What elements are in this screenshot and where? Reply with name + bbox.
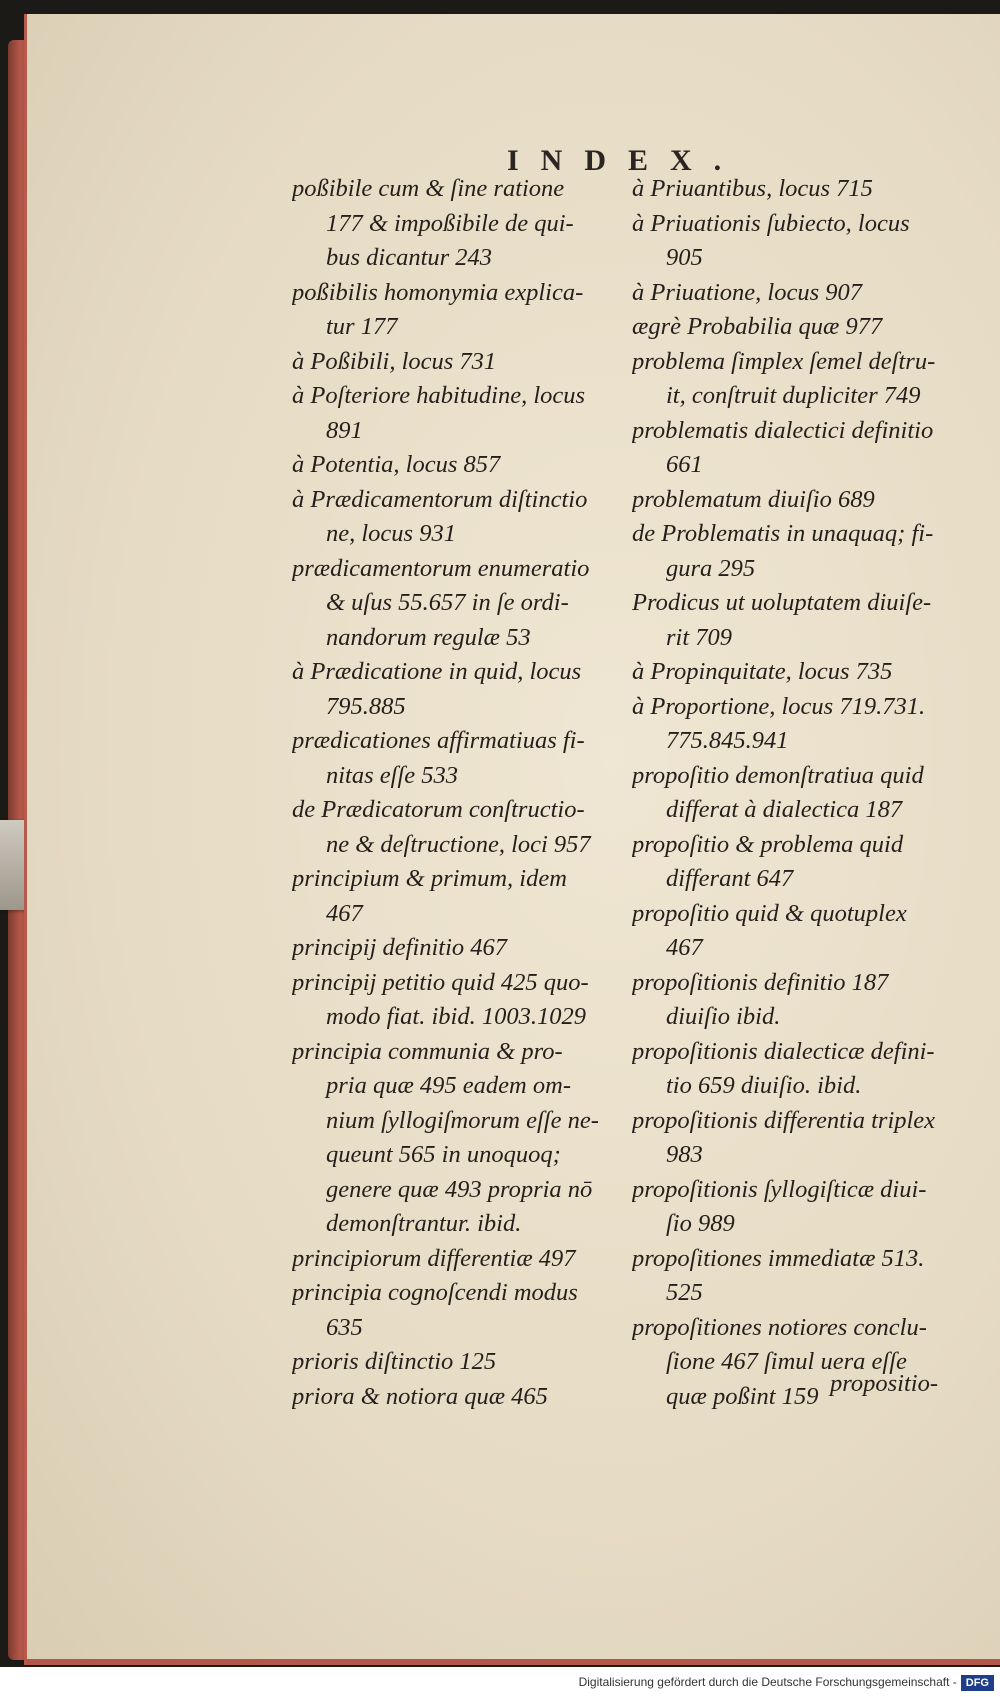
catchword: propositio-: [830, 1370, 938, 1397]
index-entry-line: 905: [666, 244, 703, 271]
index-entry-line: 661: [666, 451, 703, 478]
index-entry-line: prædicationes affirmatiuas fi-: [292, 727, 585, 754]
index-entry-line: à Poßibili, locus 731: [292, 347, 497, 375]
index-entry: [292, 552, 620, 656]
index-entry: [632, 1311, 950, 1415]
index-entry-line: genere quæ 493 propria nō: [326, 1175, 593, 1203]
index-entry: [632, 207, 950, 276]
index-column-right: [632, 172, 950, 1414]
index-entry-line: à Poſteriore habitudine, locus: [292, 382, 586, 409]
index-entry-line: ægrè Probabilia quæ 977: [632, 313, 883, 340]
index-entry-line: propoſitionis differentia triplex: [632, 1106, 936, 1134]
running-head: INDEX.: [507, 144, 744, 177]
index-entry-line: priora & notiora quæ 465: [292, 1382, 548, 1410]
index-entry: [632, 1104, 950, 1173]
index-entry: [292, 1380, 620, 1415]
index-entry-line: à Prædicatione in quid, locus: [292, 658, 582, 685]
index-entry-line: propoſitiones immediatæ 513.: [632, 1244, 925, 1272]
index-entry-line: 775.845.941: [666, 727, 789, 754]
index-column-left: [292, 172, 620, 1414]
index-entry: [632, 1035, 950, 1104]
index-entry-line: rit 709: [666, 623, 733, 651]
index-entry-line: 467: [326, 899, 363, 927]
index-entry-line: 795.885: [326, 692, 406, 720]
index-entry: [292, 276, 620, 345]
index-entry-line: poßibile cum & ſine ratione: [292, 175, 565, 202]
footer-text: Digitalisierung gefördert durch die Deutsche Forschungsgemeinschaft -: [578, 1675, 957, 1689]
index-entry-line: à Priuantibus, locus 715: [632, 175, 873, 202]
dfg-logo: DFG: [961, 1675, 994, 1691]
index-entry-line: principij petitio quid 425 quo-: [292, 968, 589, 996]
index-entry: [292, 724, 620, 793]
index-entry-line: de Problematis in unaquaq; fi-: [632, 520, 934, 547]
index-entry-line: 467: [666, 934, 703, 961]
index-entry: [292, 793, 620, 862]
index-entry: [632, 414, 950, 483]
index-entry-line: propoſitionis dialecticæ defini-: [632, 1037, 935, 1065]
index-entry-line: 891: [326, 416, 363, 444]
index-entry-line: differant 647: [666, 865, 794, 892]
index-entry: [292, 172, 620, 276]
index-entry: [632, 966, 950, 1035]
index-entry-line: tio 659 diuiſio. ibid.: [666, 1072, 862, 1099]
index-entry: [632, 586, 950, 655]
index-entry-line: differat à dialectica 187: [666, 796, 903, 823]
index-entry-line: it, conſtruit dupliciter 749: [666, 382, 921, 409]
index-entry-line: propoſitiones notiores conclu-: [632, 1313, 927, 1341]
index-entry-line: problema ſimplex ſemel deſtru-: [632, 347, 936, 375]
index-entry-line: principium & primum, idem: [292, 865, 567, 892]
index-entry-line: à Proportione, locus 719.731.: [632, 692, 926, 720]
index-entry-line: problematis dialectici definitio: [632, 416, 934, 444]
index-entry-line: demonſtrantur. ibid.: [326, 1210, 522, 1237]
index-entry: [632, 897, 950, 966]
index-entry-line: à Priuationis ſubiecto, locus: [632, 209, 910, 237]
index-entry-line: principiorum differentiæ 497: [292, 1244, 576, 1272]
index-entry-line: principia communia & pro-: [292, 1037, 563, 1065]
index-entry-line: à Propinquitate, locus 735: [632, 658, 893, 685]
digitization-footer: [0, 1667, 1000, 1697]
index-entry-line: ne & deſtructione, loci 957: [326, 830, 591, 858]
index-entry-line: 177 & impoßibile de qui-: [326, 209, 574, 237]
index-entry: [292, 379, 620, 448]
index-entry-line: ſio 989: [666, 1210, 735, 1237]
index-entry-line: ne, locus 931: [326, 520, 456, 547]
index-entry: [292, 1276, 620, 1345]
index-entry-line: poßibilis homonymia explica-: [292, 278, 584, 306]
index-entry-line: prædicamentorum enumeratio: [292, 554, 590, 582]
index-entry: [632, 655, 950, 690]
index-entry-line: propoſitionis ſyllogiſticæ diui-: [632, 1175, 927, 1203]
index-entry: [292, 1345, 620, 1380]
index-entry-line: 525: [666, 1279, 703, 1306]
index-entry: [632, 690, 950, 759]
index-entry-line: 635: [326, 1313, 363, 1341]
index-entry-line: gura 295: [666, 554, 756, 582]
index-entry-line: de Prædicatorum conſtructio-: [292, 796, 585, 823]
index-entry-line: propoſitio demonſtratiua quid: [632, 761, 924, 789]
index-entry: [632, 828, 950, 897]
index-entry-line: bus dicantur 243: [326, 244, 493, 271]
index-entry-line: prioris diſtinctio 125: [292, 1348, 497, 1375]
index-entry-line: & uſus 55.657 in ſe ordi-: [326, 589, 569, 616]
index-entry: [292, 931, 620, 966]
index-entry: [632, 1173, 950, 1242]
index-entry-line: propoſitio & problema quid: [632, 830, 904, 858]
index-entry: [292, 655, 620, 724]
index-entry-line: queunt 565 in unoquoq;: [326, 1141, 561, 1168]
index-entry-line: tur 177: [326, 313, 398, 340]
index-entry: [292, 483, 620, 552]
index-entry-line: quæ poßint 159: [666, 1382, 819, 1410]
index-entry: [632, 310, 950, 345]
index-entry: [292, 1035, 620, 1242]
index-entry: [632, 483, 950, 518]
index-entry: [632, 1242, 950, 1311]
index-entry-line: 983: [666, 1141, 703, 1168]
index-entry-line: nium ſyllogiſmorum eſſe ne-: [326, 1106, 599, 1134]
index-entry-line: à Prædicamentorum diſtinctio: [292, 485, 588, 513]
index-entry-line: modo fiat. ibid. 1003.1029: [326, 1003, 586, 1030]
index-entry-line: ſione 467 ſimul uera eſſe: [666, 1348, 907, 1375]
index-entry-line: pria quæ 495 eadem om-: [326, 1072, 571, 1099]
index-entry-line: problematum diuiſio 689: [632, 485, 875, 513]
index-entry: [292, 448, 620, 483]
index-entry-line: principia cognoſcendi modus: [292, 1279, 578, 1306]
index-entry-line: à Priuatione, locus 907: [632, 278, 863, 306]
index-entry-line: nandorum regulæ 53: [326, 623, 531, 651]
index-entry-line: nitas eſſe 533: [326, 761, 459, 789]
index-entry: [632, 276, 950, 311]
index-entry-line: diuiſio ibid.: [666, 1003, 781, 1030]
index-entry-line: principij definitio 467: [292, 934, 508, 961]
index-entry-line: à Potentia, locus 857: [292, 451, 501, 478]
index-entry: [632, 172, 950, 207]
index-entry: [292, 345, 620, 380]
index-entry: [292, 966, 620, 1035]
index-entry: [292, 862, 620, 931]
index-entry: [632, 345, 950, 414]
index-entry-line: propoſitionis definitio 187: [632, 968, 889, 996]
index-entry: [632, 517, 950, 586]
index-entry-line: propoſitio quid & quotuplex: [632, 899, 907, 927]
index-entry: [632, 759, 950, 828]
index-entry-line: Prodicus ut uoluptatem diuiſe-: [632, 589, 932, 616]
index-entry: [292, 1242, 620, 1277]
